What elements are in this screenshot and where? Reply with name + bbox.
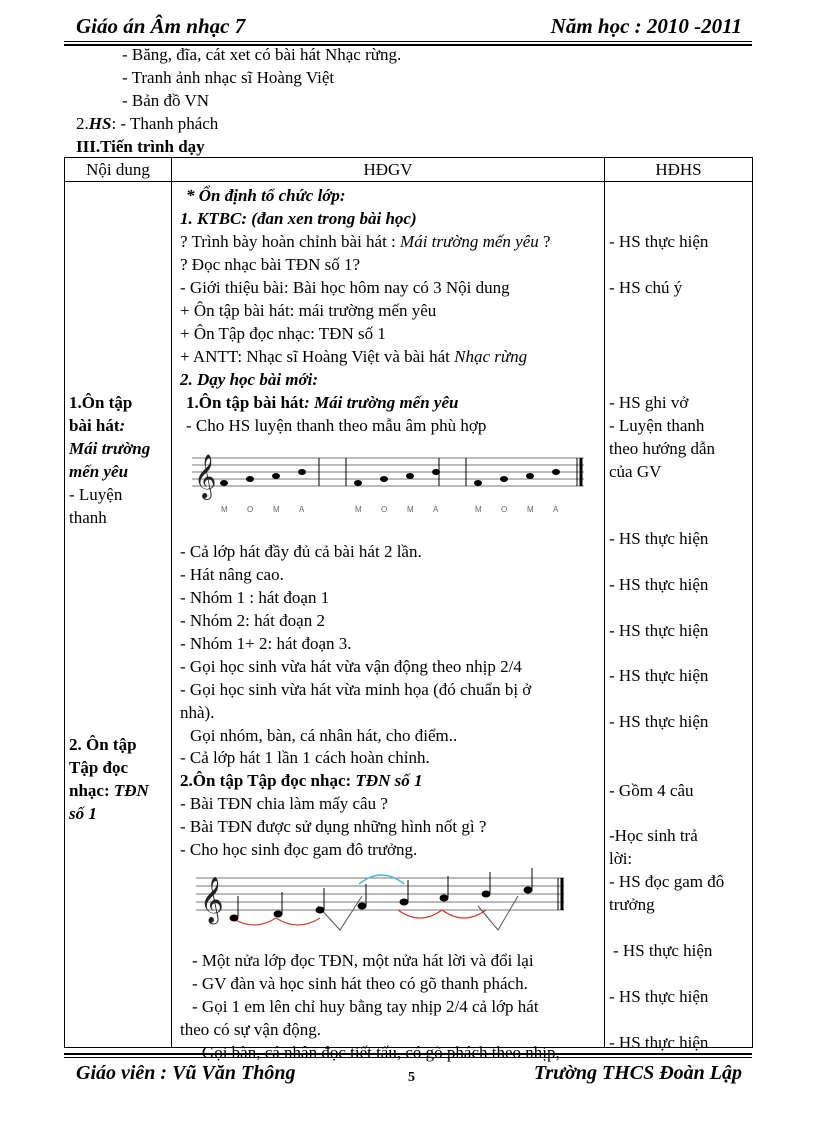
vocal-syllable: O [381,505,388,514]
hdhs-line-17: - HS thực hiện [613,941,713,960]
blue-slur [359,875,404,884]
hdhs-line-7: - HS thực hiện [609,529,709,548]
vocal-syllable: M [475,505,482,514]
section1-warmup-line1: - Luyện [69,485,123,504]
vocal-warmup-staff [188,438,592,520]
col-header-hdhs: HĐHS [605,158,753,182]
vocal-syllable: A [433,505,439,514]
section1-song-line2: mến yêu [69,462,129,481]
note-head [272,473,280,479]
note-head [230,915,239,922]
hdgv-line-8: + ANTT: Nhạc sĩ Hoàng Việt và bài hát Nhạc rừng [180,347,528,366]
note-head [432,469,440,475]
hdhs-line-12: - Gồm 4 câu [609,781,694,800]
hdgv-line-12: - Cả lớp hát đầy đủ cả bài hát 2 lần. [180,542,422,561]
footer-rule [64,1057,752,1058]
material-item-1: - Băng, đĩa, cát xet có bài hát Nhạc rừng. [122,45,402,64]
material-item-3: - Bản đồ VN [122,91,210,110]
note-head [358,903,367,910]
hdhs-line-8: - HS thực hiện [609,575,709,594]
hdhs-line-6: của GV [609,462,662,481]
hdgv-line-4: ? Đọc nhạc bài TĐN số 1? [180,255,361,274]
col-header-noi-dung: Nội dung [65,158,172,182]
conducting-lines [318,896,518,930]
vocal-syllable: A [553,505,559,514]
hdgv-line-20: Gọi nhóm, bàn, cá nhân hát, cho điểm.. [190,726,458,745]
hdgv-cell [172,182,605,1062]
note-head [526,473,534,479]
hdhs-line-14: lời: [609,849,633,868]
footer-rule-thick [64,1053,752,1055]
hdgv-line-27: - GV đàn và học sinh hát theo có gõ thanh phách. [192,974,528,993]
c-major-scale-staff [192,860,572,932]
hdgv-line-17: - Gọi học sinh vừa hát vừa vận động theo nhịp 2/4 [180,657,522,676]
hdgv-line-13: - Hát nâng cao. [180,565,284,584]
note-head [380,476,388,482]
hs-text: : - Thanh phách [111,114,219,133]
vocal-labels [221,505,559,514]
lesson-table [64,157,753,1062]
hdgv-line-29: theo có sự vận động. [180,1020,321,1039]
hdgv-line-7: + Ôn Tập đọc nhạc: TĐN số 1 [180,324,386,343]
note-head [316,907,325,914]
treble-clef-icon: 𝄞 [200,878,224,922]
hdgv-line-24: - Bài TĐN được sử dụng những hình nốt gì ? [180,817,487,836]
hs-materials [76,112,218,135]
footer-school: Trường THCS Đoàn Lập [533,1062,742,1084]
table-header-row [65,158,753,182]
hdgv-line-10: 1.Ôn tập bài hát: Mái trường mến yêu [186,393,459,412]
header-title: Giáo án Âm nhạc 7 [76,14,246,38]
note-head [298,469,306,475]
hs-number: 2. [76,114,89,133]
page-number: 5 [408,1070,415,1085]
section2-title-line2: Tập đọc [69,758,129,777]
note-head [474,480,482,486]
hdgv-line-25: - Cho học sinh đọc gam đô trưởng. [180,840,418,859]
red-slurs [232,910,486,925]
note-head [220,480,228,486]
footer-teacher: Giáo viên : Vũ Văn Thông [76,1062,296,1084]
note-head [354,480,362,486]
hdhs-line-18: - HS thực hiện [609,987,709,1006]
note-head [246,476,254,482]
hdgv-line-1: * Ổn định tổ chức lớp: [186,186,346,205]
hdgv-line-9: 2. Dạy học bài mới: [180,370,319,389]
vocal-syllable: M [355,505,362,514]
hdhs-line-9: - HS thực hiện [609,621,709,640]
note-head [440,895,449,902]
hdhs-line-19: - HS thực hiện [609,1033,709,1052]
note-head [552,469,560,475]
hdgv-line-14: - Nhóm 1 : hát đoạn 1 [180,588,330,607]
hdhs-line-2: - HS chú ý [609,278,683,297]
section1-song-line1: Mái trường [69,439,151,458]
treble-clef-icon: 𝄞 [194,456,217,498]
section1-title-line1: 1.Ôn tập [69,393,133,412]
vocal-syllable: M [273,505,280,514]
section2-title-line4: số 1 [69,804,97,823]
vocal-syllable: O [501,505,508,514]
header-rule [64,41,752,42]
table-body-row [65,182,753,1048]
material-item-2: - Tranh ảnh nhạc sĩ Hoàng Việt [122,68,335,87]
section-title: III.Tiến trình dạy [76,137,205,156]
note-head [524,887,533,894]
hdhs-line-13: -Học sinh trả [609,826,698,845]
hdgv-line-23: - Bài TĐN chia làm mấy câu ? [180,794,388,813]
hdgv-line-21: - Cả lớp hát 1 lần 1 cách hoàn chỉnh. [180,748,430,767]
section1-title-line2: bài hát: [69,416,126,435]
header-year: Năm học : 2010 -2011 [550,14,742,38]
hdhs-line-4: - Luyện thanh [609,416,705,435]
hdhs-line-3: - HS ghi vở [609,393,689,412]
vocal-syllable: A [299,505,305,514]
section2-title-line1: 2. Ôn tập [69,735,137,754]
staff-lines [196,878,564,910]
note-head [274,911,283,918]
note-head [400,899,409,906]
hdgv-line-3: ? Trình bày hoàn chỉnh bài hát : Mái trường mến yêu ? [180,232,551,251]
hdhs-line-16: trưởng [609,895,655,914]
hdhs-line-5: theo hướng dẫn [609,439,716,458]
note-head [482,891,491,898]
section1-warmup-line2: thanh [69,508,107,527]
hdgv-line-16: - Nhóm 1+ 2: hát đoạn 3. [180,634,352,653]
hdgv-line-15: - Nhóm 2: hát đoạn 2 [180,611,325,630]
note-head [500,476,508,482]
noi-dung-cell [65,182,172,1048]
hdhs-line-11: - HS thực hiện [609,712,709,731]
hdgv-line-22: 2.Ôn tập Tập đọc nhạc: TĐN số 1 [180,771,423,790]
note-head [406,473,414,479]
hdhs-cell [605,182,753,1052]
vocal-syllable: M [527,505,534,514]
vocal-syllable: O [247,505,254,514]
hdgv-line-2: 1. KTBC: (đan xen trong bài học) [180,209,417,228]
hdgv-line-5: - Giới thiệu bài: Bài học hôm nay có 3 Nội dung [180,278,510,297]
hdgv-line-18: - Gọi học sinh vừa hát vừa minh họa (đó chuẩn bị ở [180,680,532,699]
hdgv-line-30: - Gọi bàn, cá nhân đọc tiết tấu, có gõ phách theo nhịp, [192,1043,560,1062]
scale-notes [230,868,533,922]
vocal-syllable: M [221,505,228,514]
section2-title-line3: nhạc: TĐN [69,781,149,800]
hdgv-line-26: - Một nửa lớp đọc TĐN, một nửa hát lời và đổi lại [192,951,534,970]
vocal-syllable: M [407,505,414,514]
hdgv-line-6: + Ôn tập bài hát: mái trường mến yêu [180,301,437,320]
hdhs-line-15: - HS đọc gam đô [609,872,725,891]
hdhs-line-10: - HS thực hiện [609,666,709,685]
col-header-hdgv: HĐGV [172,158,605,182]
hdgv-line-19: nhà). [180,703,215,722]
hdgv-line-28: - Gọi 1 em lên chỉ huy bằng tay nhịp 2/4 cả lớp hát [192,997,539,1016]
hdgv-line-11: - Cho HS luyện thanh theo mẫu âm phù hợp [186,416,487,435]
hdhs-line-1: - HS thực hiện [609,232,709,251]
hs-label: HS [88,114,112,133]
